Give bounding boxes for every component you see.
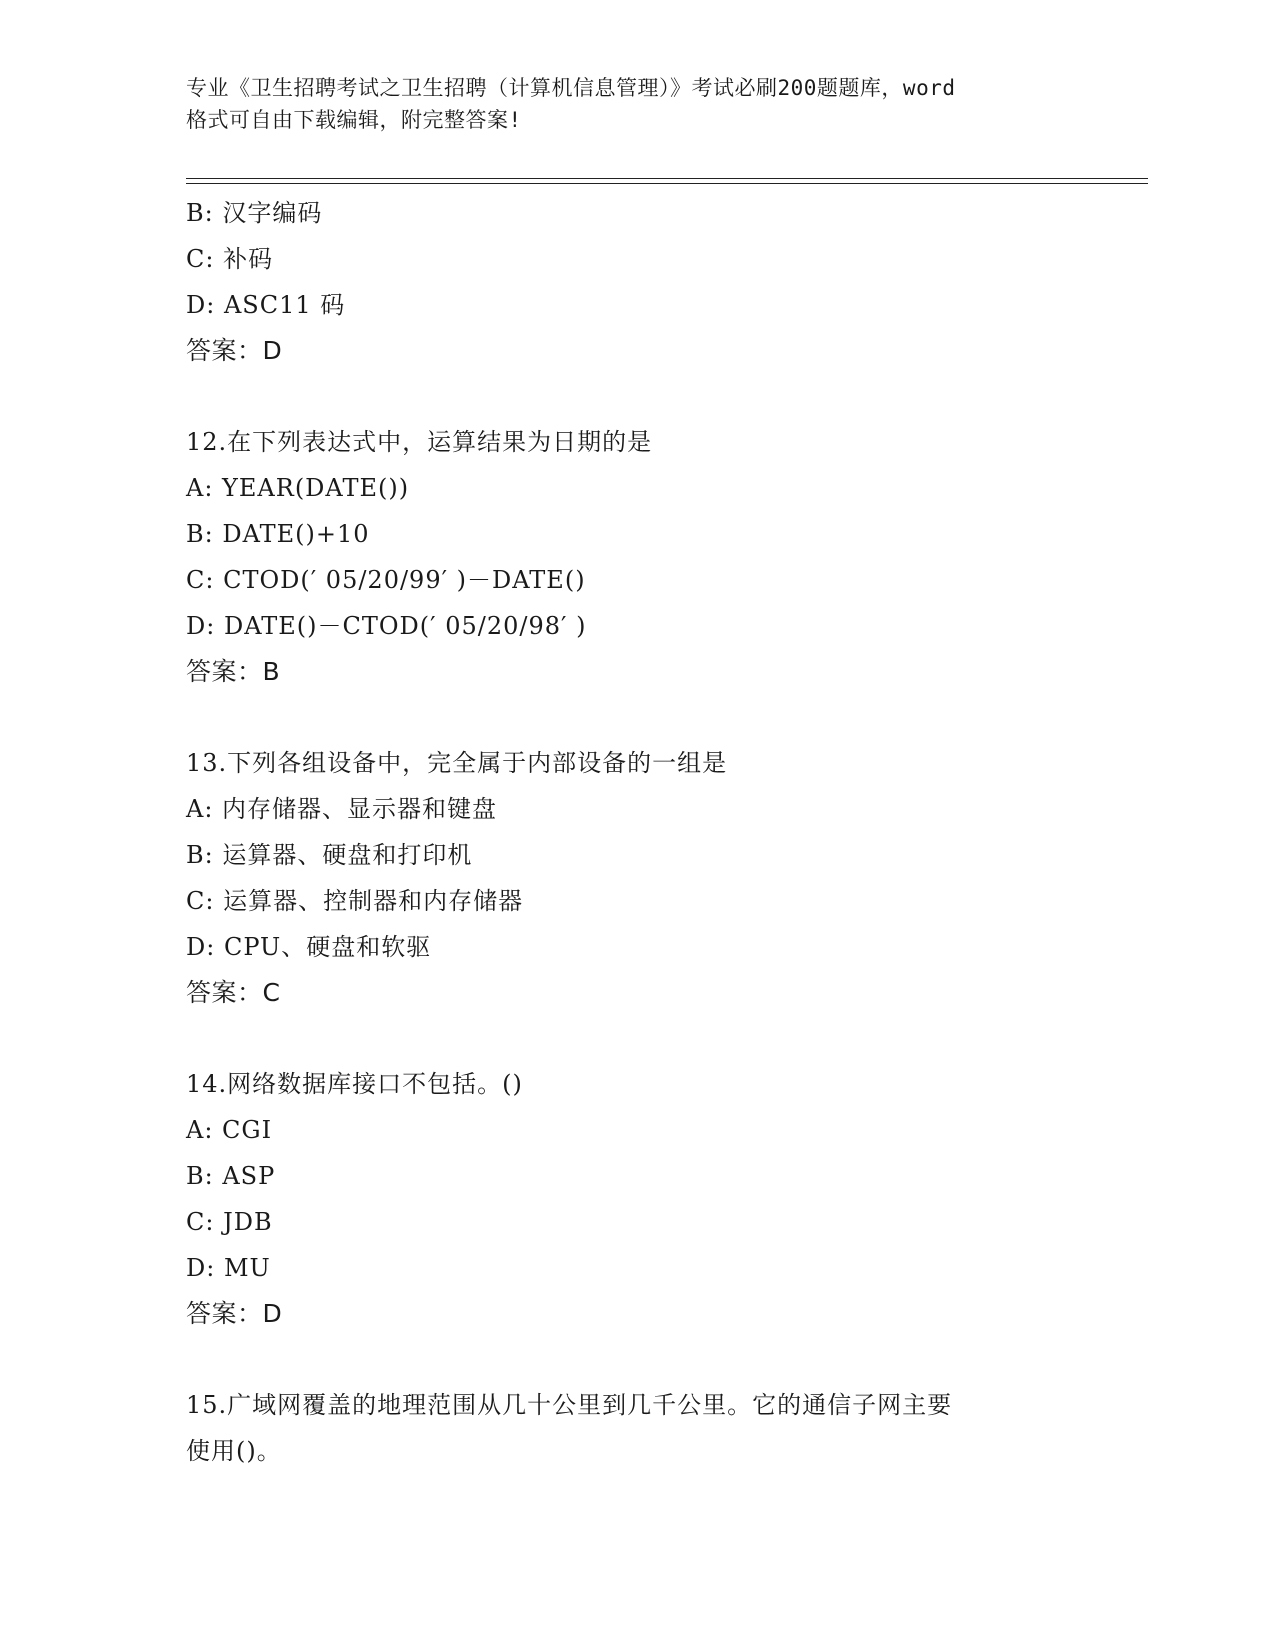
header-line-1: 专业《卫生招聘考试之卫生招聘（计算机信息管理）》考试必刷200题题库，word [186, 76, 956, 100]
question-13 [186, 740, 1146, 1016]
option-b: B: ASP [186, 1162, 276, 1190]
option-d: D: ASC11 码 [186, 291, 346, 319]
header-rule-bottom [186, 183, 1148, 184]
question-stem: 12.在下列表达式中，运算结果为日期的是 [186, 428, 653, 456]
option-a: A: YEAR(DATE()) [186, 474, 410, 502]
option-a: A: 内存储器、显示器和键盘 [186, 795, 498, 823]
question-stem: 13.下列各组设备中，完全属于内部设备的一组是 [186, 749, 728, 777]
question-15 [186, 1382, 1146, 1474]
option-b: B: 运算器、硬盘和打印机 [186, 841, 473, 869]
option-c: C: 补码 [186, 245, 274, 273]
option-b: B: 汉字编码 [186, 199, 323, 227]
header-rule-top [186, 178, 1148, 179]
question-stem-line-2: 使用()。 [186, 1437, 282, 1465]
spacer [186, 1337, 1146, 1382]
option-d: D: MU [186, 1254, 271, 1282]
document-header [186, 72, 1086, 136]
question-12 [186, 419, 1146, 695]
question-stem-line-1: 15.广域网覆盖的地理范围从几十公里到几千公里。它的通信子网主要 [186, 1391, 953, 1419]
answer-line: 答案：D [186, 336, 283, 365]
question-11-tail [186, 190, 1146, 374]
answer-line: 答案：D [186, 1299, 283, 1328]
option-c: C: JDB [186, 1208, 273, 1236]
question-stem: 14.网络数据库接口不包括。() [186, 1070, 523, 1098]
option-b: B: DATE()+10 [186, 520, 370, 548]
option-d: D: DATE()－CTOD(′ 05/20/98′ ) [186, 612, 587, 640]
header-line-2: 格式可自由下载编辑，附完整答案! [186, 108, 522, 132]
spacer [186, 695, 1146, 740]
option-a: A: CGI [186, 1116, 273, 1144]
option-c: C: 运算器、控制器和内存储器 [186, 887, 524, 915]
spacer [186, 1016, 1146, 1061]
answer-line: 答案：C [186, 978, 281, 1007]
question-list [186, 190, 1146, 1474]
answer-line: 答案：B [186, 657, 281, 686]
option-d: D: CPU、硬盘和软驱 [186, 933, 432, 961]
spacer [186, 374, 1146, 419]
question-14 [186, 1061, 1146, 1337]
option-c: C: CTOD(′ 05/20/99′ )－DATE() [186, 566, 586, 594]
